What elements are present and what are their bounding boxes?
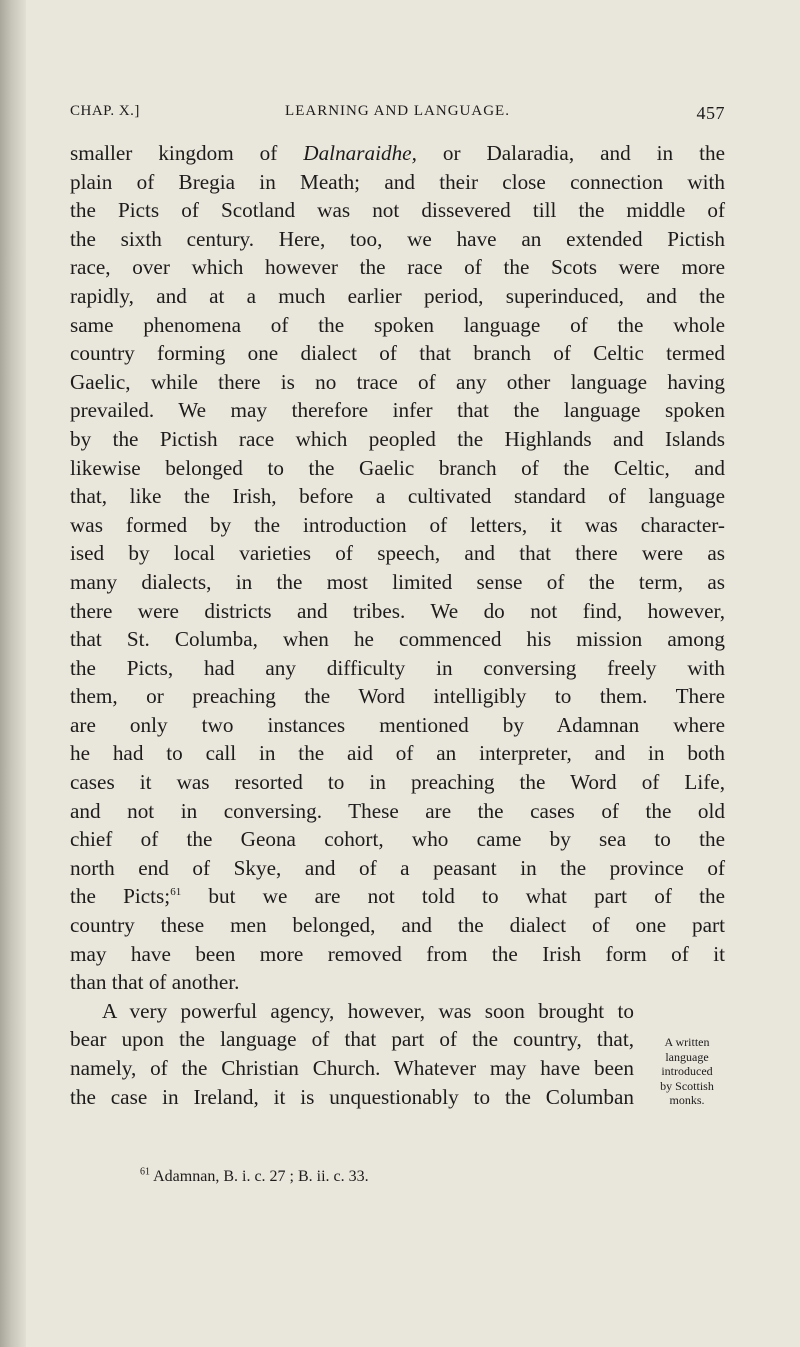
text-line: plain of Bregia in Meath; and their close connection with (70, 169, 725, 194)
text-line: and not in conversing. These are the cases of the old (70, 798, 725, 823)
text-line: was formed by the introduction of letters, it was character- (70, 512, 725, 537)
text-line: are only two instances mentioned by Adamnan where (70, 712, 725, 737)
text-line: than that of another. (70, 970, 240, 995)
margin-note-line: monks. (669, 1093, 705, 1107)
text-line: the Picts of Scotland was not dissevered till the middle of (70, 198, 725, 223)
text-line: he had to call in the aid of an interpreter, and in both (70, 741, 725, 766)
text-line: prevailed. We may therefore infer that the language spoken (70, 398, 725, 423)
text-line: the sixth century. Here, too, we have an extended Pictish (70, 226, 725, 251)
margin-note-line: by Scottish (660, 1078, 714, 1093)
running-header (70, 103, 725, 133)
margin-note (637, 1035, 737, 1108)
text-line: rapidly, and at a much earlier period, superinduced, and the (70, 283, 725, 308)
text-line: the Picts;$^{61}$ but we are not told to what part of the (70, 884, 725, 909)
margin-note-line: language (665, 1049, 709, 1064)
margin-note-line: A written (664, 1035, 710, 1049)
text-line: them, or preaching the Word intelligibly to them. There (70, 684, 725, 709)
text-line: the Picts, had any difficulty in conversing freely with (70, 655, 725, 680)
text-line: the case in Ireland, it is unquestionably to the Columban (70, 1084, 634, 1109)
text-line: many dialects, in the most limited sense of the term, as (70, 569, 725, 594)
text-line: that, like the Irish, before a cultivated standard of language (70, 484, 725, 509)
text-line: there were districts and tribes. We do not find, however, (70, 598, 725, 623)
margin-note-line: introduced (661, 1064, 713, 1078)
kingdom-name: Dalnaraidhe, (303, 141, 417, 165)
text-line: ised by local varieties of speech, and that there were as (70, 541, 725, 566)
text-line: may have been more removed from the Irish form of it (70, 941, 725, 966)
page-number: 457 (696, 103, 725, 123)
footnote-number: 61 (140, 1166, 150, 1178)
text-line: same phenomena of the spoken language of the whole (70, 312, 725, 337)
footnote-reference: 61 (170, 886, 182, 899)
text-line: by the Pictish race which peopled the Highlands and Islands (70, 426, 725, 451)
text-line: Gaelic, while there is no trace of any other language having (70, 369, 725, 394)
text-line: namely, of the Christian Church. Whatever may have been (70, 1056, 634, 1080)
text-line: cases it was resorted to in preaching the Word of Life, (70, 770, 725, 795)
text-line: likewise belonged to the Gaelic branch of the Celtic, and (70, 455, 725, 480)
footnote (140, 1168, 369, 1186)
text-line: north end of Skye, and of a peasant in the province of (70, 855, 725, 880)
text-line: smaller kingdom of Dalnaraidhe, or Dalaradia, and in the (70, 141, 725, 165)
text-line: bear upon the language of that part of the country, that, (70, 1027, 634, 1052)
chapter-label: CHAP. X.] (70, 103, 140, 119)
text-line: country forming one dialect of that branch of Celtic termed (70, 341, 725, 366)
running-title: LEARNING AND LANGUAGE. (285, 103, 510, 119)
body-text (70, 139, 725, 1111)
text-line: that St. Columba, when he commenced his mission among (70, 627, 725, 652)
text-line: A very powerful agency, however, was soon brought to (102, 998, 634, 1023)
footnote-text: Adamnan, B. i. c. 27 ; B. ii. c. 33. (150, 1168, 369, 1185)
text-line: race, over which however the race of the Scots were more (70, 255, 725, 280)
text-line: chief of the Geona cohort, who came by sea to the (70, 827, 725, 852)
text-line: country these men belonged, and the dialect of one part (70, 913, 725, 938)
page-edge-shadow (0, 0, 26, 1347)
